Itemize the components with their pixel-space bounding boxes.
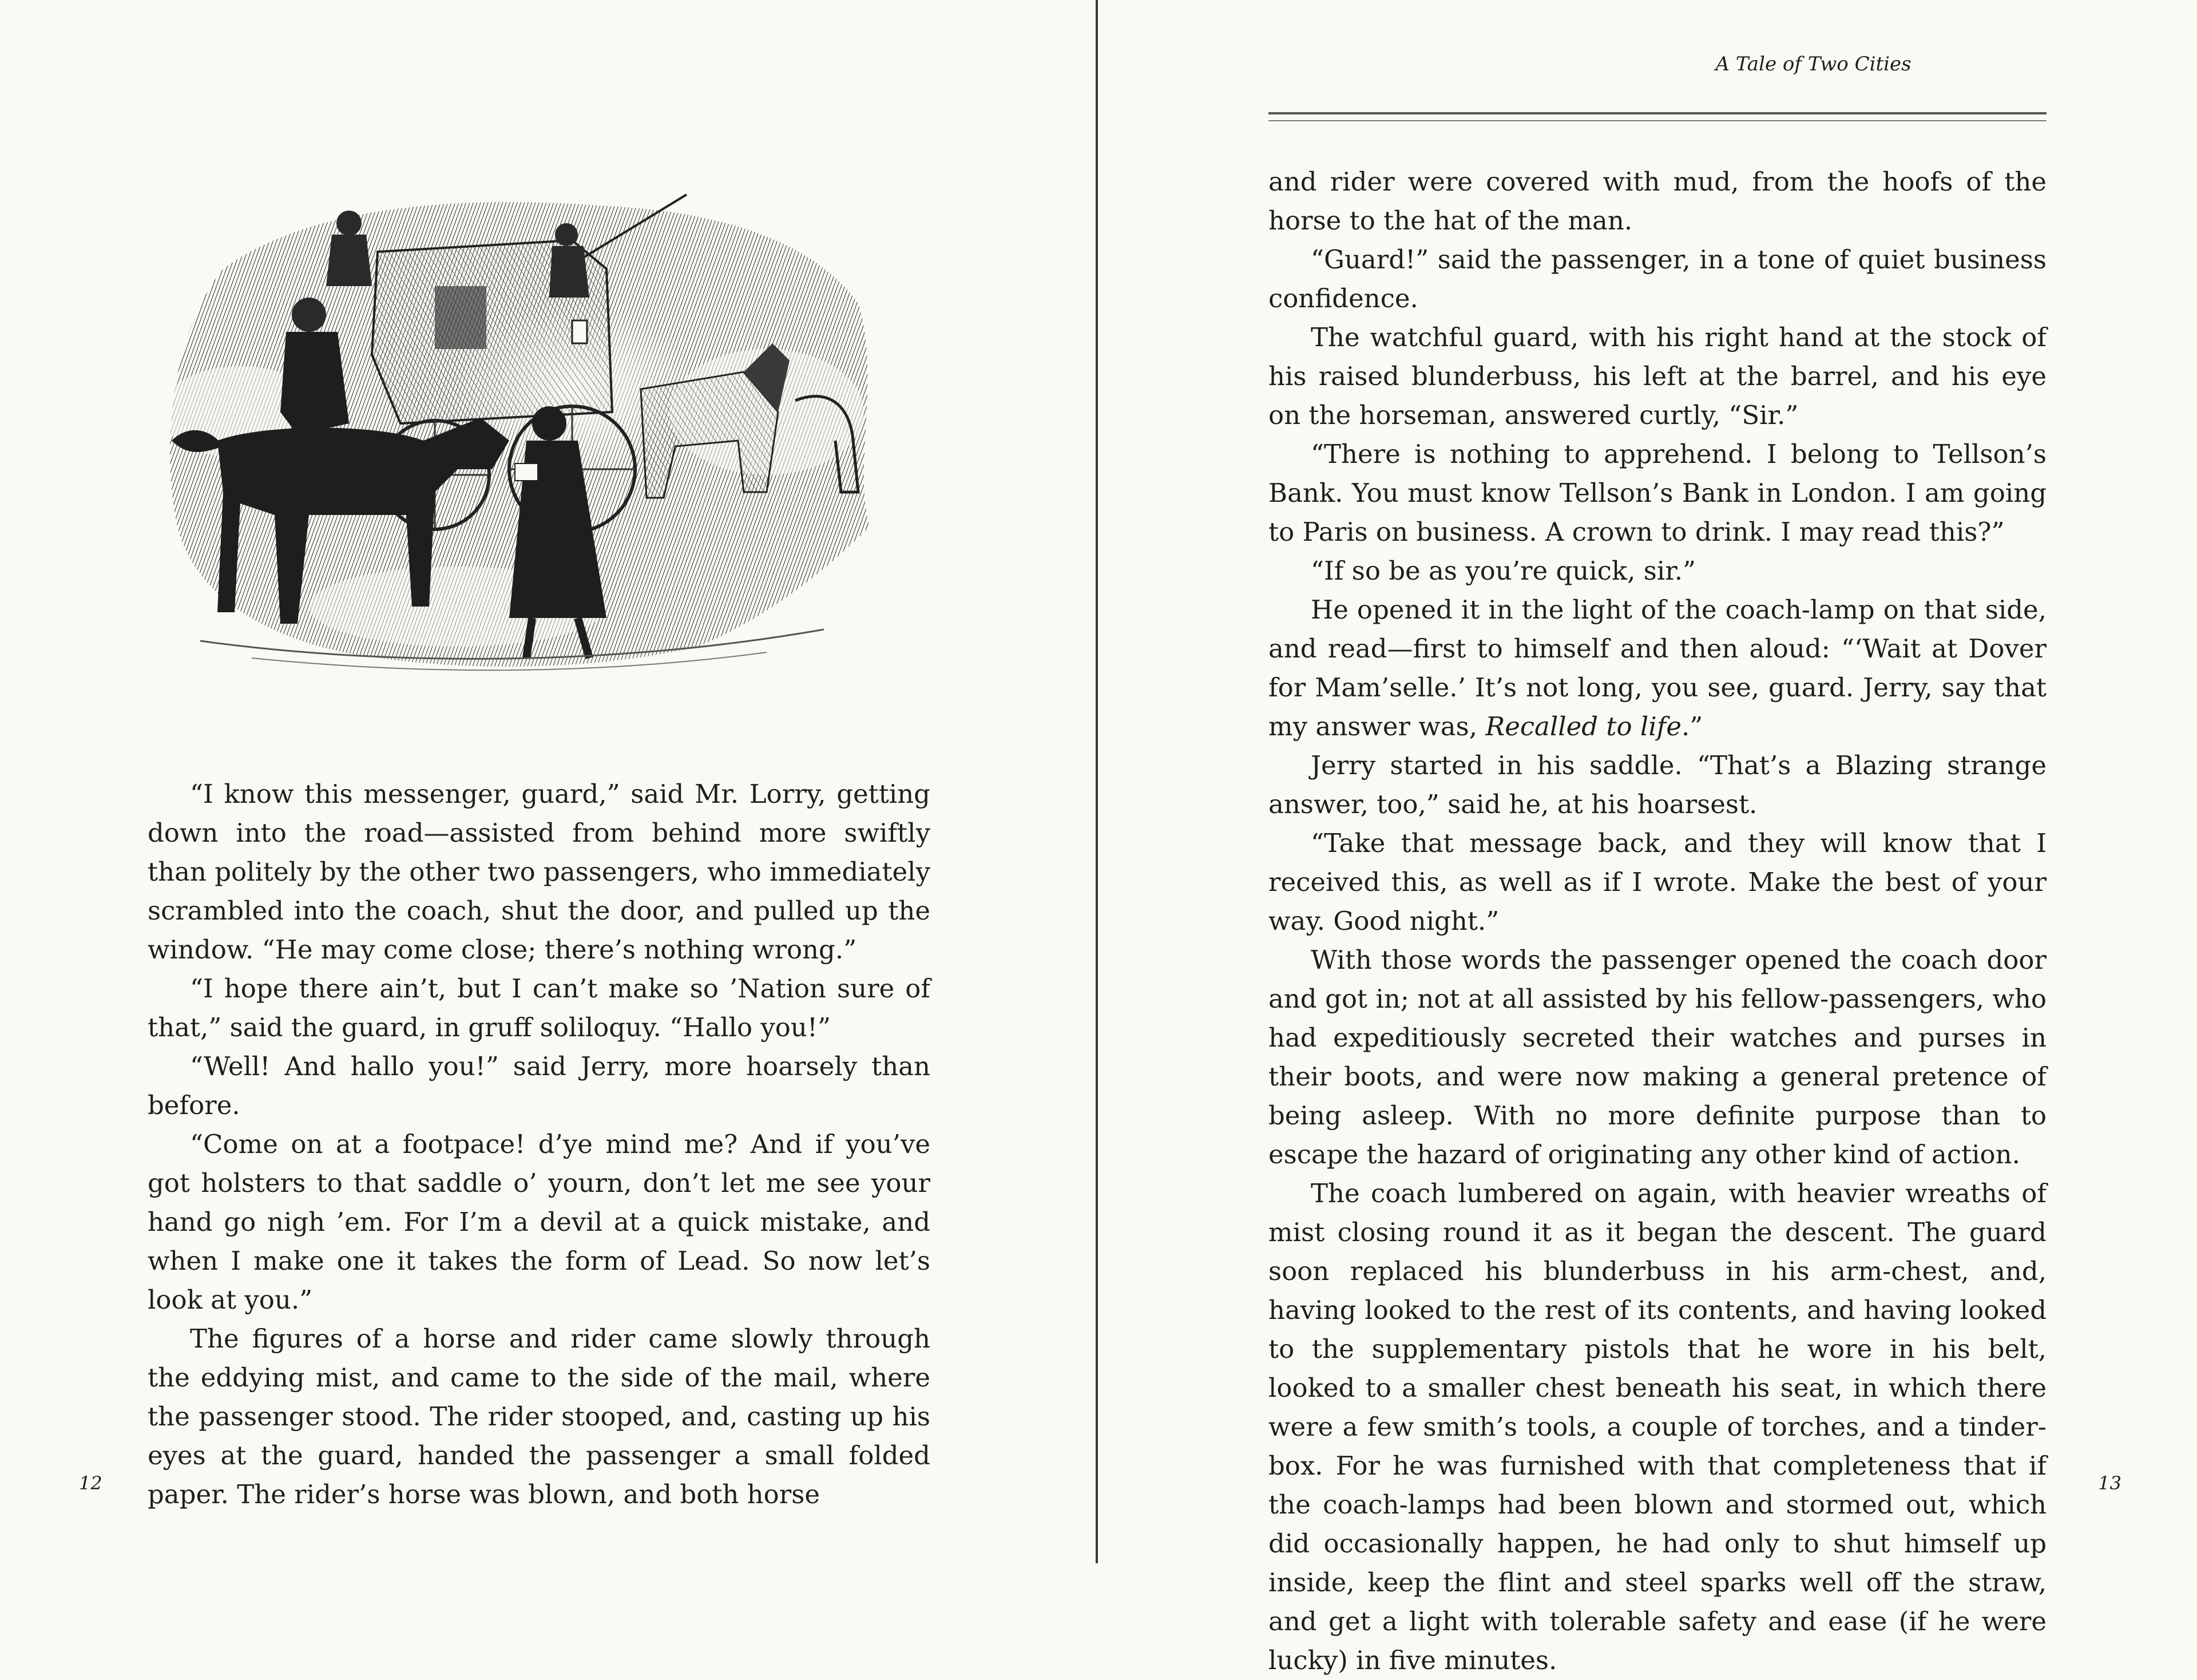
paragraph: and rider were covered with mud, from the hoofs of the horse to the hat of the man. (1268, 167, 2047, 236)
page-number-left: 12 (79, 1472, 102, 1494)
paragraph: The coach lumbered on again, with heavier wreaths of mist closing round it as it began the descent. The guard soon replaced his blunderbuss in his arm-chest, and, having looked to the rest of its contents, and having looked to the supplementary pistols that he wore in his belt, looked to a smaller chest beneath his seat, in which there were a few smith’s tools, a couple of torches, and a tinder-box. For he was furnished with that completeness that if the coach-lamps had been blown and stormed out, which did occasionally happen, he had only to shut himself up inside, keep the flint and steel sparks well off the straw, and get a light with tolerable safety and ease (if he were lucky) in five minutes. (1268, 1178, 2047, 1675)
paragraph: The figures of a horse and rider came slowly through the eddying mist, and came to the side of the mail, where the passenger stood. The rider stooped, and, casting up his eyes at the guard, handed the passenger a small folded paper. The rider’s horse was blown, and both horse (148, 1324, 930, 1509)
engraving-coach-horse-rider-icon (137, 172, 950, 687)
paragraph-text: .” (1681, 711, 1703, 742)
left-page (0, 0, 1096, 1563)
right-body-text (1268, 163, 2047, 1680)
paragraph: “Come on at a footpace! d’ye mind me? And if you’ve got holsters to that saddle o’ yourn, don’t let me see your hand go nigh ’em. For I’m a devil at a quick mistake, and when I make one it takes the form of Lead. So now let’s look at you.” (148, 1129, 930, 1315)
paragraph: Jerry started in his saddle. “That’s a Blazing strange answer, too,” said he, at his hoarsest. (1268, 750, 2047, 819)
paragraph (1268, 591, 2047, 746)
italic-phrase: Recalled to life (1485, 711, 1682, 742)
paragraph: “I hope there ain’t, but I can’t make so ’Nation sure of that,” said the guard, in gruff soliloquy. “Hallo you!” (148, 973, 930, 1043)
paragraph: “If so be as you’re quick, sir.” (1311, 556, 1696, 586)
paragraph: The watchful guard, with his right hand at the stock of his raised blunderbuss, his left at the barrel, and his eye on the horseman, answered curtly, “Sir.” (1268, 322, 2047, 430)
header-rule (1268, 112, 2047, 121)
paragraph: With those words the passenger opened the coach door and got in; not at all assisted by his fellow-passengers, who had expeditiously secreted their watches and purses in their boots, and were now making a general pretence of being asleep. With no more definite purpose than to escape the hazard of originating any other kind of action. (1268, 945, 2047, 1170)
paragraph: “There is nothing to apprehend. I belong to Tellson’s Bank. You must know Tellson’s Bank in London. I am going to Paris on business. A crown to drink. I may read this?” (1268, 439, 2047, 547)
running-head: A Tale of Two Cities (1715, 53, 1912, 76)
paragraph-text: He opened it in the light of the coach-lamp on that side, and read—first to himself and then aloud: “‘Wait at Dover for Mam’selle.’ It’s not long, you see, guard. Jerry, say that my answer was, (1268, 595, 2047, 742)
paragraph: “Take that message back, and they will know that I received this, as well as if I wrote. Make the best of your way. Good night.” (1268, 828, 2047, 936)
paragraph: “I know this messenger, guard,” said Mr. Lorry, getting down into the road—assisted from behind more swiftly than politely by the other two passengers, who immediately scrambled into the coach, shut the door, and pulled up the window. “He may come close; there’s nothing wrong.” (148, 779, 930, 965)
paragraph: “Well! And hallo you!” said Jerry, more hoarsely than before. (148, 1051, 930, 1120)
paragraph: “Guard!” said the passenger, in a tone of quiet business confidence. (1268, 244, 2047, 314)
page-number-right: 13 (2098, 1472, 2121, 1494)
right-page (1098, 0, 2197, 1675)
left-body-text (148, 775, 930, 1514)
